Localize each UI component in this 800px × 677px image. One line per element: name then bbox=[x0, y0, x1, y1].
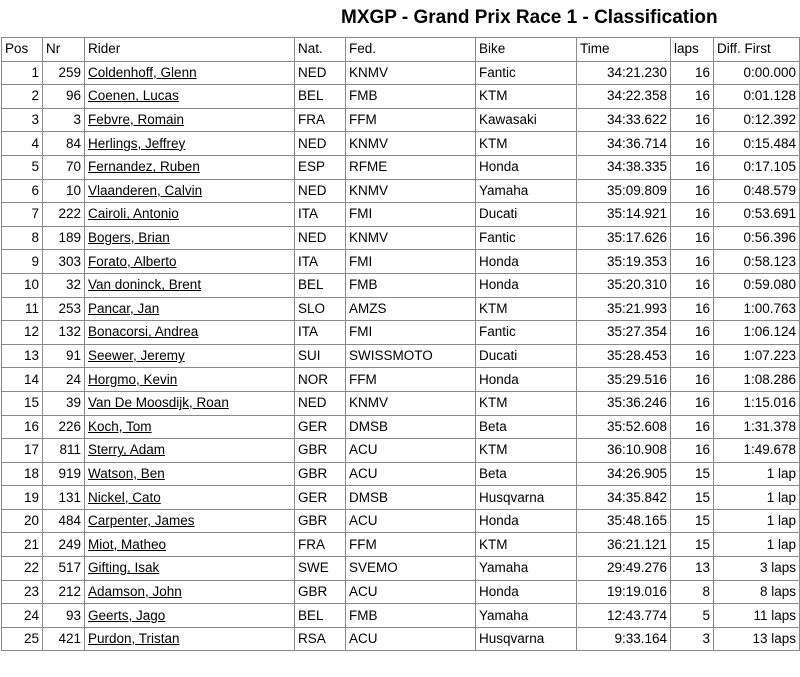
rider-link[interactable]: Forato, Alberto bbox=[88, 253, 177, 269]
cell-pos: 12 bbox=[2, 321, 43, 345]
cell-nr: 24 bbox=[43, 368, 85, 392]
cell-fed: FFM bbox=[346, 108, 476, 132]
cell-nat: GBR bbox=[295, 509, 346, 533]
cell-rider bbox=[85, 155, 295, 179]
cell-pos: 19 bbox=[2, 486, 43, 510]
cell-laps: 16 bbox=[671, 155, 714, 179]
rider-link[interactable]: Seewer, Jeremy bbox=[88, 348, 185, 364]
cell-nr: 91 bbox=[43, 344, 85, 368]
cell-time: 29:49.276 bbox=[577, 557, 671, 581]
cell-laps: 15 bbox=[671, 509, 714, 533]
cell-bike: KTM bbox=[476, 391, 577, 415]
cell-fed: DMSB bbox=[346, 486, 476, 510]
cell-rider bbox=[85, 391, 295, 415]
table-row bbox=[2, 321, 800, 345]
cell-nr: 93 bbox=[43, 604, 85, 628]
table-row bbox=[2, 108, 800, 132]
cell-pos: 1 bbox=[2, 61, 43, 85]
cell-rider bbox=[85, 61, 295, 85]
cell-time: 34:21.230 bbox=[577, 61, 671, 85]
rider-link[interactable]: Horgmo, Kevin bbox=[88, 371, 178, 387]
cell-nr: 70 bbox=[43, 155, 85, 179]
cell-nat: GER bbox=[295, 486, 346, 510]
cell-laps: 16 bbox=[671, 179, 714, 203]
cell-rider bbox=[85, 580, 295, 604]
cell-pos: 18 bbox=[2, 462, 43, 486]
cell-diff: 0:48.579 bbox=[714, 179, 800, 203]
cell-time: 34:22.358 bbox=[577, 85, 671, 109]
cell-nr: 84 bbox=[43, 132, 85, 156]
cell-nr: 96 bbox=[43, 85, 85, 109]
cell-laps: 15 bbox=[671, 486, 714, 510]
header-rider: Rider bbox=[85, 38, 295, 62]
table-row bbox=[2, 627, 800, 651]
cell-nr: 517 bbox=[43, 557, 85, 581]
cell-time: 34:35.842 bbox=[577, 486, 671, 510]
header-diff: Diff. First bbox=[714, 38, 800, 62]
cell-time: 19:19.016 bbox=[577, 580, 671, 604]
rider-link[interactable]: Bonacorsi, Andrea bbox=[88, 324, 199, 340]
cell-rider bbox=[85, 439, 295, 463]
header-pos: Pos bbox=[2, 38, 43, 62]
cell-diff: 11 laps bbox=[714, 604, 800, 628]
cell-nr: 259 bbox=[43, 61, 85, 85]
cell-nat: NED bbox=[295, 391, 346, 415]
cell-diff: 3 laps bbox=[714, 557, 800, 581]
cell-laps: 16 bbox=[671, 132, 714, 156]
cell-time: 35:29.516 bbox=[577, 368, 671, 392]
cell-nat: GBR bbox=[295, 462, 346, 486]
cell-laps: 16 bbox=[671, 344, 714, 368]
cell-pos: 9 bbox=[2, 250, 43, 274]
cell-nr: 132 bbox=[43, 321, 85, 345]
cell-fed: FMI bbox=[346, 321, 476, 345]
cell-bike: Honda bbox=[476, 273, 577, 297]
rider-link[interactable]: Pancar, Jan bbox=[88, 300, 160, 316]
cell-laps: 16 bbox=[671, 368, 714, 392]
cell-bike: Husqvarna bbox=[476, 627, 577, 651]
cell-rider bbox=[85, 462, 295, 486]
cell-nr: 226 bbox=[43, 415, 85, 439]
cell-fed: FMI bbox=[346, 250, 476, 274]
cell-nat: FRA bbox=[295, 108, 346, 132]
rider-link[interactable]: Herlings, Jeffrey bbox=[88, 135, 186, 151]
cell-nat: BEL bbox=[295, 85, 346, 109]
rider-link[interactable]: Febvre, Romain bbox=[88, 112, 185, 128]
cell-pos: 7 bbox=[2, 203, 43, 227]
cell-pos: 14 bbox=[2, 368, 43, 392]
cell-fed: FFM bbox=[346, 533, 476, 557]
cell-fed: FMI bbox=[346, 203, 476, 227]
cell-fed: RFME bbox=[346, 155, 476, 179]
rider-link[interactable]: Van doninck, Brent bbox=[88, 277, 202, 293]
cell-nat: GBR bbox=[295, 580, 346, 604]
cell-rider bbox=[85, 226, 295, 250]
cell-diff: 0:58.123 bbox=[714, 250, 800, 274]
cell-laps: 16 bbox=[671, 321, 714, 345]
cell-diff: 1:08.286 bbox=[714, 368, 800, 392]
table-row bbox=[2, 226, 800, 250]
cell-laps: 16 bbox=[671, 226, 714, 250]
rider-link[interactable]: Miot, Matheo bbox=[88, 536, 167, 552]
cell-time: 35:48.165 bbox=[577, 509, 671, 533]
cell-bike: Yamaha bbox=[476, 557, 577, 581]
rider-link[interactable]: Bogers, Brian bbox=[88, 230, 170, 246]
cell-diff: 1:00.763 bbox=[714, 297, 800, 321]
cell-fed: FMB bbox=[346, 273, 476, 297]
cell-rider bbox=[85, 321, 295, 345]
cell-diff: 1 lap bbox=[714, 462, 800, 486]
cell-diff: 0:00.000 bbox=[714, 61, 800, 85]
cell-nr: 421 bbox=[43, 627, 85, 651]
cell-fed: ACU bbox=[346, 439, 476, 463]
cell-laps: 16 bbox=[671, 297, 714, 321]
cell-fed: KNMV bbox=[346, 391, 476, 415]
cell-nat: ITA bbox=[295, 321, 346, 345]
cell-time: 36:21.121 bbox=[577, 533, 671, 557]
cell-bike: Beta bbox=[476, 462, 577, 486]
cell-bike: KTM bbox=[476, 132, 577, 156]
cell-diff: 1:31.378 bbox=[714, 415, 800, 439]
cell-time: 35:21.993 bbox=[577, 297, 671, 321]
table-row bbox=[2, 250, 800, 274]
table-row bbox=[2, 439, 800, 463]
cell-rider bbox=[85, 203, 295, 227]
cell-pos: 23 bbox=[2, 580, 43, 604]
cell-time: 9:33.164 bbox=[577, 627, 671, 651]
cell-nat: NED bbox=[295, 226, 346, 250]
cell-pos: 6 bbox=[2, 179, 43, 203]
cell-rider bbox=[85, 486, 295, 510]
cell-fed: FMB bbox=[346, 85, 476, 109]
cell-time: 12:43.774 bbox=[577, 604, 671, 628]
cell-laps: 16 bbox=[671, 439, 714, 463]
table-row bbox=[2, 85, 800, 109]
table-row bbox=[2, 391, 800, 415]
table-row bbox=[2, 368, 800, 392]
table-row bbox=[2, 344, 800, 368]
cell-diff: 8 laps bbox=[714, 580, 800, 604]
table-row bbox=[2, 486, 800, 510]
cell-nr: 189 bbox=[43, 226, 85, 250]
cell-nr: 32 bbox=[43, 273, 85, 297]
cell-nat: SUI bbox=[295, 344, 346, 368]
cell-time: 34:38.335 bbox=[577, 155, 671, 179]
table-row bbox=[2, 203, 800, 227]
cell-pos: 8 bbox=[2, 226, 43, 250]
rider-link[interactable]: Koch, Tom bbox=[88, 418, 152, 434]
cell-rider bbox=[85, 627, 295, 651]
cell-laps: 5 bbox=[671, 604, 714, 628]
cell-laps: 8 bbox=[671, 580, 714, 604]
cell-time: 34:36.714 bbox=[577, 132, 671, 156]
cell-nat: NOR bbox=[295, 368, 346, 392]
cell-bike: Honda bbox=[476, 580, 577, 604]
cell-bike: Husqvarna bbox=[476, 486, 577, 510]
cell-fed: ACU bbox=[346, 462, 476, 486]
cell-time: 35:17.626 bbox=[577, 226, 671, 250]
cell-time: 35:09.809 bbox=[577, 179, 671, 203]
header-fed: Fed. bbox=[346, 38, 476, 62]
cell-nr: 131 bbox=[43, 486, 85, 510]
table-row bbox=[2, 557, 800, 581]
cell-rider bbox=[85, 132, 295, 156]
cell-diff: 1:15.016 bbox=[714, 391, 800, 415]
rider-link[interactable]: Sterry, Adam bbox=[88, 442, 166, 458]
cell-pos: 11 bbox=[2, 297, 43, 321]
cell-nat: SWE bbox=[295, 557, 346, 581]
cell-time: 35:36.246 bbox=[577, 391, 671, 415]
cell-laps: 3 bbox=[671, 627, 714, 651]
cell-nat: NED bbox=[295, 61, 346, 85]
cell-rider bbox=[85, 415, 295, 439]
cell-bike: Ducati bbox=[476, 344, 577, 368]
cell-rider bbox=[85, 557, 295, 581]
cell-laps: 16 bbox=[671, 85, 714, 109]
cell-nat: ITA bbox=[295, 203, 346, 227]
table-row bbox=[2, 132, 800, 156]
cell-bike: Honda bbox=[476, 250, 577, 274]
cell-bike: Yamaha bbox=[476, 179, 577, 203]
cell-pos: 4 bbox=[2, 132, 43, 156]
table-row bbox=[2, 179, 800, 203]
cell-fed: ACU bbox=[346, 580, 476, 604]
cell-nr: 212 bbox=[43, 580, 85, 604]
cell-laps: 15 bbox=[671, 533, 714, 557]
rider-link[interactable]: Watson, Ben bbox=[88, 465, 165, 481]
cell-fed: KNMV bbox=[346, 179, 476, 203]
cell-rider bbox=[85, 509, 295, 533]
cell-nr: 811 bbox=[43, 439, 85, 463]
rider-link[interactable]: Van De Moosdijk, Roan bbox=[88, 395, 229, 411]
cell-pos: 20 bbox=[2, 509, 43, 533]
table-row bbox=[2, 533, 800, 557]
cell-time: 35:52.608 bbox=[577, 415, 671, 439]
cell-nat: GBR bbox=[295, 439, 346, 463]
cell-diff: 0:53.691 bbox=[714, 203, 800, 227]
cell-rider bbox=[85, 250, 295, 274]
table-row bbox=[2, 462, 800, 486]
rider-link[interactable]: Gifting, Isak bbox=[88, 560, 160, 576]
cell-laps: 16 bbox=[671, 108, 714, 132]
cell-pos: 15 bbox=[2, 391, 43, 415]
cell-nr: 10 bbox=[43, 179, 85, 203]
cell-fed: KNMV bbox=[346, 226, 476, 250]
cell-time: 35:28.453 bbox=[577, 344, 671, 368]
rider-link[interactable]: Geerts, Jago bbox=[88, 607, 166, 623]
cell-nat: ITA bbox=[295, 250, 346, 274]
cell-time: 35:20.310 bbox=[577, 273, 671, 297]
cell-diff: 0:17.105 bbox=[714, 155, 800, 179]
cell-nr: 253 bbox=[43, 297, 85, 321]
cell-bike: Fantic bbox=[476, 226, 577, 250]
rider-link[interactable]: Carpenter, James bbox=[88, 513, 195, 529]
cell-pos: 3 bbox=[2, 108, 43, 132]
table-row bbox=[2, 604, 800, 628]
cell-time: 36:10.908 bbox=[577, 439, 671, 463]
table-row bbox=[2, 273, 800, 297]
cell-laps: 16 bbox=[671, 391, 714, 415]
cell-bike: Honda bbox=[476, 368, 577, 392]
cell-time: 35:14.921 bbox=[577, 203, 671, 227]
cell-diff: 0:15.484 bbox=[714, 132, 800, 156]
cell-fed: ACU bbox=[346, 509, 476, 533]
cell-nr: 484 bbox=[43, 509, 85, 533]
cell-nr: 39 bbox=[43, 391, 85, 415]
cell-fed: KNMV bbox=[346, 132, 476, 156]
cell-fed: ACU bbox=[346, 627, 476, 651]
cell-fed: SVEMO bbox=[346, 557, 476, 581]
table-row bbox=[2, 61, 800, 85]
cell-pos: 24 bbox=[2, 604, 43, 628]
cell-bike: KTM bbox=[476, 297, 577, 321]
cell-rider bbox=[85, 179, 295, 203]
cell-pos: 5 bbox=[2, 155, 43, 179]
cell-time: 35:19.353 bbox=[577, 250, 671, 274]
cell-fed: FMB bbox=[346, 604, 476, 628]
cell-bike: Kawasaki bbox=[476, 108, 577, 132]
cell-diff: 0:59.080 bbox=[714, 273, 800, 297]
cell-bike: Honda bbox=[476, 509, 577, 533]
cell-diff: 1 lap bbox=[714, 533, 800, 557]
cell-bike: Honda bbox=[476, 155, 577, 179]
cell-laps: 16 bbox=[671, 415, 714, 439]
cell-bike: KTM bbox=[476, 85, 577, 109]
cell-diff: 1 lap bbox=[714, 486, 800, 510]
cell-bike: KTM bbox=[476, 439, 577, 463]
cell-time: 34:33.622 bbox=[577, 108, 671, 132]
rider-link[interactable]: Adamson, John bbox=[88, 583, 182, 599]
table-header-row bbox=[2, 38, 800, 62]
cell-diff: 13 laps bbox=[714, 627, 800, 651]
cell-fed: FFM bbox=[346, 368, 476, 392]
cell-rider bbox=[85, 297, 295, 321]
cell-pos: 22 bbox=[2, 557, 43, 581]
cell-bike: Beta bbox=[476, 415, 577, 439]
cell-rider bbox=[85, 368, 295, 392]
cell-fed: DMSB bbox=[346, 415, 476, 439]
cell-nat: BEL bbox=[295, 604, 346, 628]
cell-bike: Ducati bbox=[476, 203, 577, 227]
cell-nr: 222 bbox=[43, 203, 85, 227]
cell-pos: 25 bbox=[2, 627, 43, 651]
cell-nat: SLO bbox=[295, 297, 346, 321]
table-row bbox=[2, 509, 800, 533]
cell-diff: 1:07.223 bbox=[714, 344, 800, 368]
table-row bbox=[2, 415, 800, 439]
cell-nat: NED bbox=[295, 132, 346, 156]
table-row bbox=[2, 580, 800, 604]
classification-table bbox=[1, 37, 800, 651]
cell-nat: BEL bbox=[295, 273, 346, 297]
cell-nr: 919 bbox=[43, 462, 85, 486]
cell-pos: 13 bbox=[2, 344, 43, 368]
header-bike: Bike bbox=[476, 38, 577, 62]
cell-laps: 15 bbox=[671, 462, 714, 486]
cell-nat: ESP bbox=[295, 155, 346, 179]
cell-fed: AMZS bbox=[346, 297, 476, 321]
cell-fed: KNMV bbox=[346, 61, 476, 85]
cell-pos: 2 bbox=[2, 85, 43, 109]
cell-bike: Fantic bbox=[476, 321, 577, 345]
cell-time: 34:26.905 bbox=[577, 462, 671, 486]
cell-rider bbox=[85, 273, 295, 297]
cell-diff: 0:12.392 bbox=[714, 108, 800, 132]
cell-nr: 303 bbox=[43, 250, 85, 274]
cell-fed: SWISSMOTO bbox=[346, 344, 476, 368]
cell-rider bbox=[85, 108, 295, 132]
cell-nat: NED bbox=[295, 179, 346, 203]
header-nr: Nr bbox=[43, 38, 85, 62]
rider-link[interactable]: Cairoli, Antonio bbox=[88, 206, 179, 222]
table-body bbox=[2, 61, 800, 651]
cell-laps: 16 bbox=[671, 250, 714, 274]
table-row bbox=[2, 297, 800, 321]
cell-diff: 1:06.124 bbox=[714, 321, 800, 345]
cell-diff: 1:49.678 bbox=[714, 439, 800, 463]
cell-rider bbox=[85, 604, 295, 628]
cell-time: 35:27.354 bbox=[577, 321, 671, 345]
cell-pos: 21 bbox=[2, 533, 43, 557]
cell-laps: 16 bbox=[671, 273, 714, 297]
cell-nat: RSA bbox=[295, 627, 346, 651]
cell-bike: Yamaha bbox=[476, 604, 577, 628]
cell-rider bbox=[85, 533, 295, 557]
rider-link[interactable]: Coenen, Lucas bbox=[88, 88, 179, 104]
rider-link[interactable]: Purdon, Tristan bbox=[88, 631, 180, 647]
header-nat: Nat. bbox=[295, 38, 346, 62]
cell-pos: 17 bbox=[2, 439, 43, 463]
cell-pos: 16 bbox=[2, 415, 43, 439]
cell-diff: 1 lap bbox=[714, 509, 800, 533]
cell-nat: GER bbox=[295, 415, 346, 439]
cell-pos: 10 bbox=[2, 273, 43, 297]
cell-rider bbox=[85, 344, 295, 368]
cell-nr: 3 bbox=[43, 108, 85, 132]
cell-rider bbox=[85, 85, 295, 109]
header-time: Time bbox=[577, 38, 671, 62]
rider-link[interactable]: Vlaanderen, Calvin bbox=[88, 182, 203, 198]
rider-link[interactable]: Nickel, Cato bbox=[88, 489, 161, 505]
cell-laps: 13 bbox=[671, 557, 714, 581]
cell-bike: Fantic bbox=[476, 61, 577, 85]
cell-laps: 16 bbox=[671, 61, 714, 85]
cell-diff: 0:01.128 bbox=[714, 85, 800, 109]
cell-nr: 249 bbox=[43, 533, 85, 557]
rider-link[interactable]: Fernandez, Ruben bbox=[88, 159, 200, 175]
header-laps: laps bbox=[671, 38, 714, 62]
page-title: MXGP - Grand Prix Race 1 - Classification bbox=[341, 7, 718, 28]
cell-diff: 0:56.396 bbox=[714, 226, 800, 250]
cell-bike: KTM bbox=[476, 533, 577, 557]
rider-link[interactable]: Coldenhoff, Glenn bbox=[88, 64, 197, 80]
cell-nat: FRA bbox=[295, 533, 346, 557]
cell-laps: 16 bbox=[671, 203, 714, 227]
table-row bbox=[2, 155, 800, 179]
